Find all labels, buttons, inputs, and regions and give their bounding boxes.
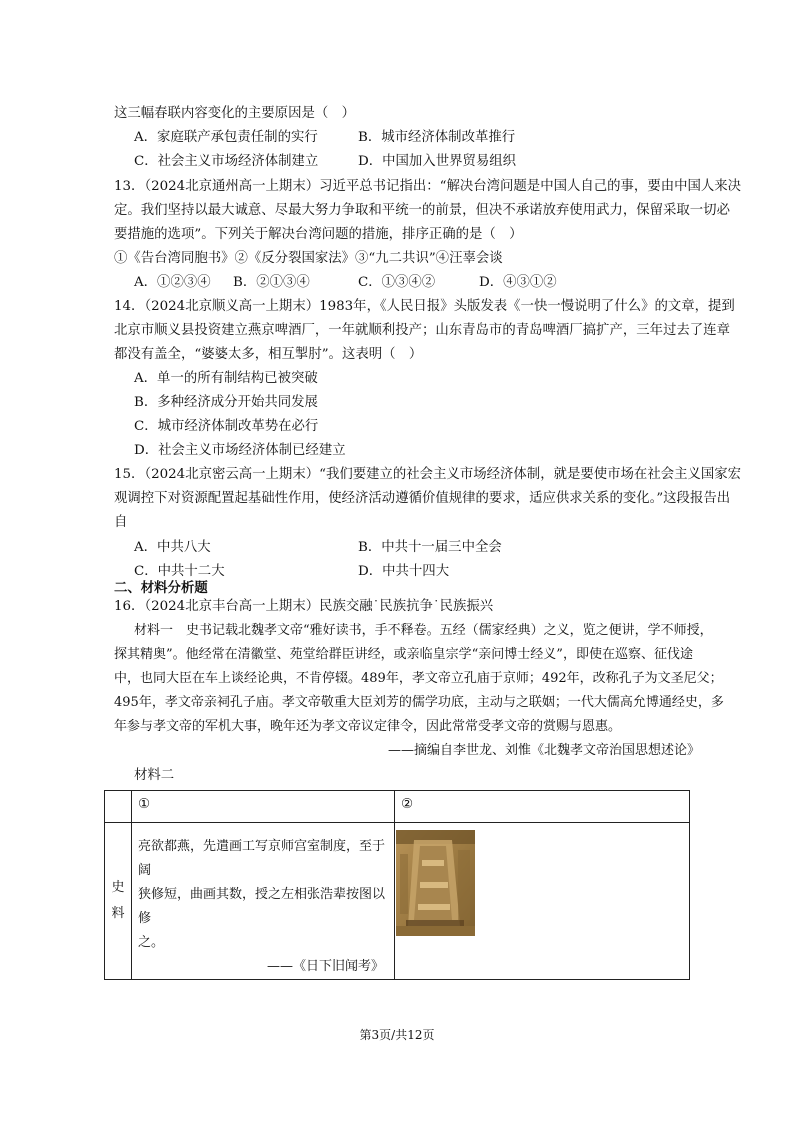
table-row-header: [105, 823, 132, 980]
q16-stem: 16．（2024北京丰台高一上期末）民族交融˙民族抗争˙民族振兴: [114, 599, 494, 614]
cell1-source: ——《日下旧闻考》: [266, 959, 384, 974]
table-header-col1: ①: [132, 791, 395, 823]
q14-option-a: A．单一的所有制结构已被突破: [134, 371, 318, 386]
q14-option-c: C．城市经济体制改革势在必行: [134, 419, 319, 434]
cell1-line-2: 狭修短，曲画其数，授之左相张浩辈按图以修: [138, 887, 386, 926]
q14-line-3: 都没有盖全，“婆婆太多，相互掣肘”。这表明（ ）: [114, 347, 423, 362]
q13-line-2: 定。我们坚持以最大诚意、尽最大努力争取和平统一的前景，但决不承诺放弃使用武力，保留采取一切必: [114, 203, 730, 218]
q13-line-1: 13．（2024北京通州高一上期末）习近平总书记指出：“解决台湾问题是中国人自己的事，要由中国人来决: [114, 179, 742, 194]
q13-line-3: 要措施的选项”。下列关于解决台湾问题的措施，排序正确的是（ ）: [114, 227, 523, 242]
q16-material1-source: ——摘编自李世龙、刘惟《北魏孝文帝治国思想述论》: [388, 743, 701, 758]
q15-line-3: 自: [114, 515, 128, 530]
q16-material1-line-3: 中，也同大臣在车上谈经论典，不肯停辍。489年，孝文帝立孔庙于京师；492年，改称孔子为文圣尼父；: [114, 671, 723, 686]
q15-option-c: C．中共十二大: [134, 564, 225, 579]
q16-material1-line-5: 年参与孝文帝的军机大事，晚年还为孝文帝议定律令，因此常常受孝文帝的赏赐与恩惠。: [114, 719, 622, 734]
q15-option-a: A．中共八大: [134, 540, 211, 555]
q13-option-b: B．②①③④: [233, 275, 310, 290]
q14-option-d: D．社会主义市场经济体制已经建立: [134, 443, 346, 458]
q16-material1-line-4: 495年，孝文帝亲祠孔子庙。孝文帝敬重大臣刘芳的儒学功底，主动与之联姻；一代大儒高允博通经史，多: [114, 695, 724, 710]
table-corner-cell: [105, 791, 132, 823]
q15-line-1: 15．（2024北京密云高一上期末）“我们要建立的社会主义市场经济体制，就是要使市场在社会主义国家宏: [114, 467, 742, 482]
excavation-photo: [396, 830, 475, 936]
q14-line-1: 14．（2024北京顺义高一上期末）1983年，《人民日报》头版发表《一快一慢说明了什么》的文章，提到: [114, 299, 735, 314]
q16-material1-line-2: 探其精奥”。他经常在清徽堂、苑堂给群臣讲经，或亲临皇宗学“亲问博士经义”，即使在巡察、征伐途: [114, 647, 693, 662]
q13-line-4: ①《告台湾同胞书》②《反分裂国家法》③“九二共识”④汪辜会谈: [114, 251, 503, 266]
q15-option-d: D．中共十四大: [358, 564, 450, 579]
q16-material2-label: 材料二: [134, 768, 175, 783]
q15-line-2: 观调控下对资源配置起基础性作用，使经济活动遵循价值规律的要求，适应供求关系的变化。”这段报告出: [114, 491, 731, 506]
q13-option-a: A．①②③④: [134, 275, 211, 290]
row-header-text: 史料: [111, 880, 125, 921]
cell1-line-1: 亮欲都燕，先遣画工写京师宫室制度，至于阔: [138, 839, 386, 878]
q16-material1-line-1: 材料一 史书记载北魏孝文帝“雅好读书，手不释卷。五经（儒家经典）之义，览之便讲，学不师授，: [134, 623, 713, 638]
q12-stem: 这三幅春联内容变化的主要原因是（ ）: [114, 106, 356, 121]
q14-line-2: 北京市顺义县投资建立燕京啤酒厂，一年就顺利投产；山东青岛市的青岛啤酒厂搞扩产，三年过去了连章: [114, 323, 730, 338]
page-footer: 第3页/共12页: [359, 1028, 435, 1042]
q13-option-d: D．④③①②: [479, 275, 557, 290]
q15-option-b: B．中共十一届三中全会: [358, 540, 502, 555]
table-header-col2: ②: [395, 791, 690, 823]
q12-option-d: D．中国加入世界贸易组织: [358, 154, 517, 169]
q12-option-a: A．家庭联产承包责任制的实行: [134, 130, 318, 145]
q13-option-c: C．①③④②: [358, 275, 436, 290]
q12-option-b: B．城市经济体制改革推行: [358, 130, 516, 145]
table-cell-1: [132, 823, 395, 980]
q14-option-b: B．多种经济成分开始共同发展: [134, 395, 318, 410]
section-title: 二、材料分析题: [114, 580, 208, 596]
q12-option-c: C．社会主义市场经济体制建立: [134, 154, 319, 169]
cell1-line-3: 之。: [138, 935, 165, 950]
